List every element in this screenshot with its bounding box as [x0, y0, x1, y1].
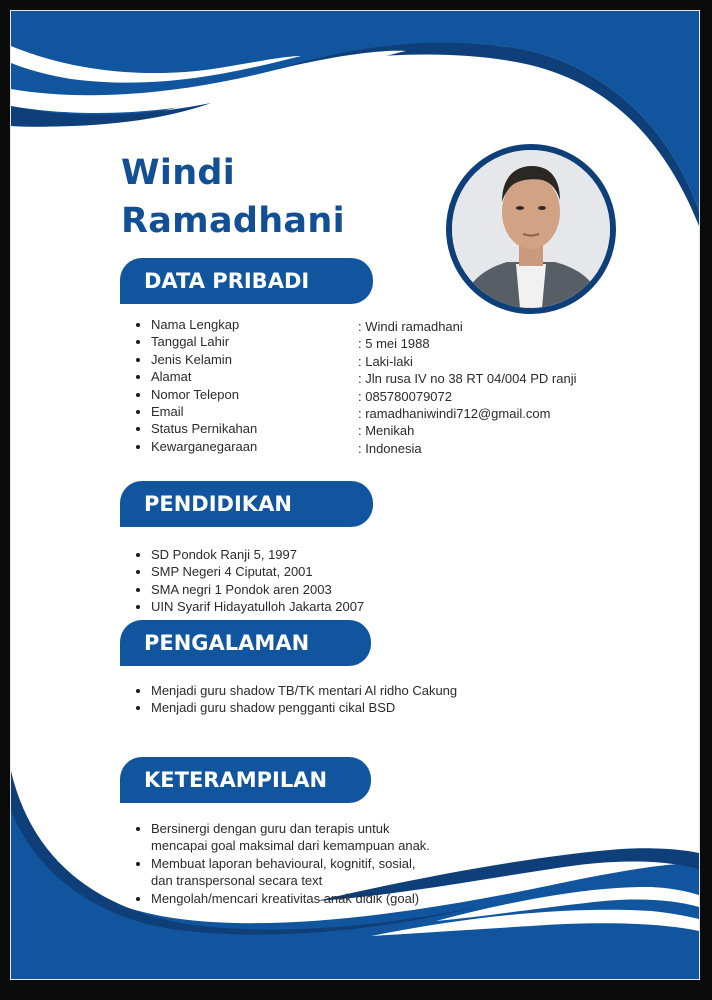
skill-line: mencapai goal maksimal dari kemampuan anak.	[151, 838, 430, 854]
personal-values	[358, 318, 576, 457]
list-item: Status Pernikahan	[133, 420, 257, 437]
personal-labels	[133, 316, 257, 455]
field-value: : Indonesia	[358, 440, 422, 456]
section-header-skills	[120, 757, 371, 803]
field-value: : ramadhaniwindi712@gmail.com	[358, 406, 551, 422]
list-item: SD Pondok Ranji 5, 1997	[133, 546, 364, 563]
list-item: Menjadi guru shadow TB/TK mentari Al ridho Cakung	[133, 682, 457, 699]
section-header-experience	[120, 620, 371, 666]
list-item: Nomor Telepon	[133, 386, 257, 403]
list-item: SMP Negeri 4 Ciputat, 2001	[133, 563, 364, 580]
section-title: KETERAMPILAN	[144, 768, 328, 792]
list-item: Nama Lengkap	[133, 316, 257, 333]
person-photo-icon	[452, 150, 610, 308]
list-item	[133, 890, 430, 907]
list-item: Kewarganegaraan	[133, 438, 257, 455]
section-header-education	[120, 481, 373, 527]
candidate-name	[121, 149, 345, 245]
last-name: Ramadhani	[121, 201, 345, 241]
skill-line: dan transpersonal secara text	[151, 873, 323, 889]
section-title: PENGALAMAN	[144, 631, 310, 655]
skills-list	[133, 820, 430, 907]
list-item: SMA negri 1 Pondok aren 2003	[133, 581, 364, 598]
first-name: Windi	[121, 153, 236, 193]
field-value: : 085780079072	[358, 388, 452, 404]
list-item	[133, 820, 430, 855]
field-value: : Laki-laki	[358, 353, 413, 369]
list-item: Jenis Kelamin	[133, 351, 257, 368]
section-title: PENDIDIKAN	[144, 492, 292, 516]
list-item	[133, 855, 430, 890]
profile-photo	[446, 144, 616, 314]
list-item: UIN Syarif Hidayatulloh Jakarta 2007	[133, 598, 364, 615]
list-item: Email	[133, 403, 257, 420]
cv-page	[10, 10, 700, 980]
education-list	[133, 546, 364, 616]
experience-list	[133, 682, 457, 717]
section-title: DATA PRIBADI	[144, 269, 310, 293]
list-item: Tanggal Lahir	[133, 333, 257, 350]
list-item: Menjadi guru shadow pengganti cikal BSD	[133, 699, 457, 716]
field-value: : 5 mei 1988	[358, 336, 430, 352]
section-header-personal	[120, 258, 373, 304]
skill-line: Membuat laporan behavioural, kognitif, sosial,	[151, 855, 416, 871]
list-item: Alamat	[133, 368, 257, 385]
field-value: : Menikah	[358, 423, 415, 439]
field-value: : Windi ramadhani	[358, 319, 463, 334]
skill-line: Bersinergi dengan guru dan terapis untuk	[151, 821, 390, 836]
field-value: : Jln rusa IV no 38 RT 04/004 PD ranji	[358, 371, 577, 387]
skill-line: Mengolah/mencari kreativitas anak didik (goal)	[151, 890, 420, 906]
